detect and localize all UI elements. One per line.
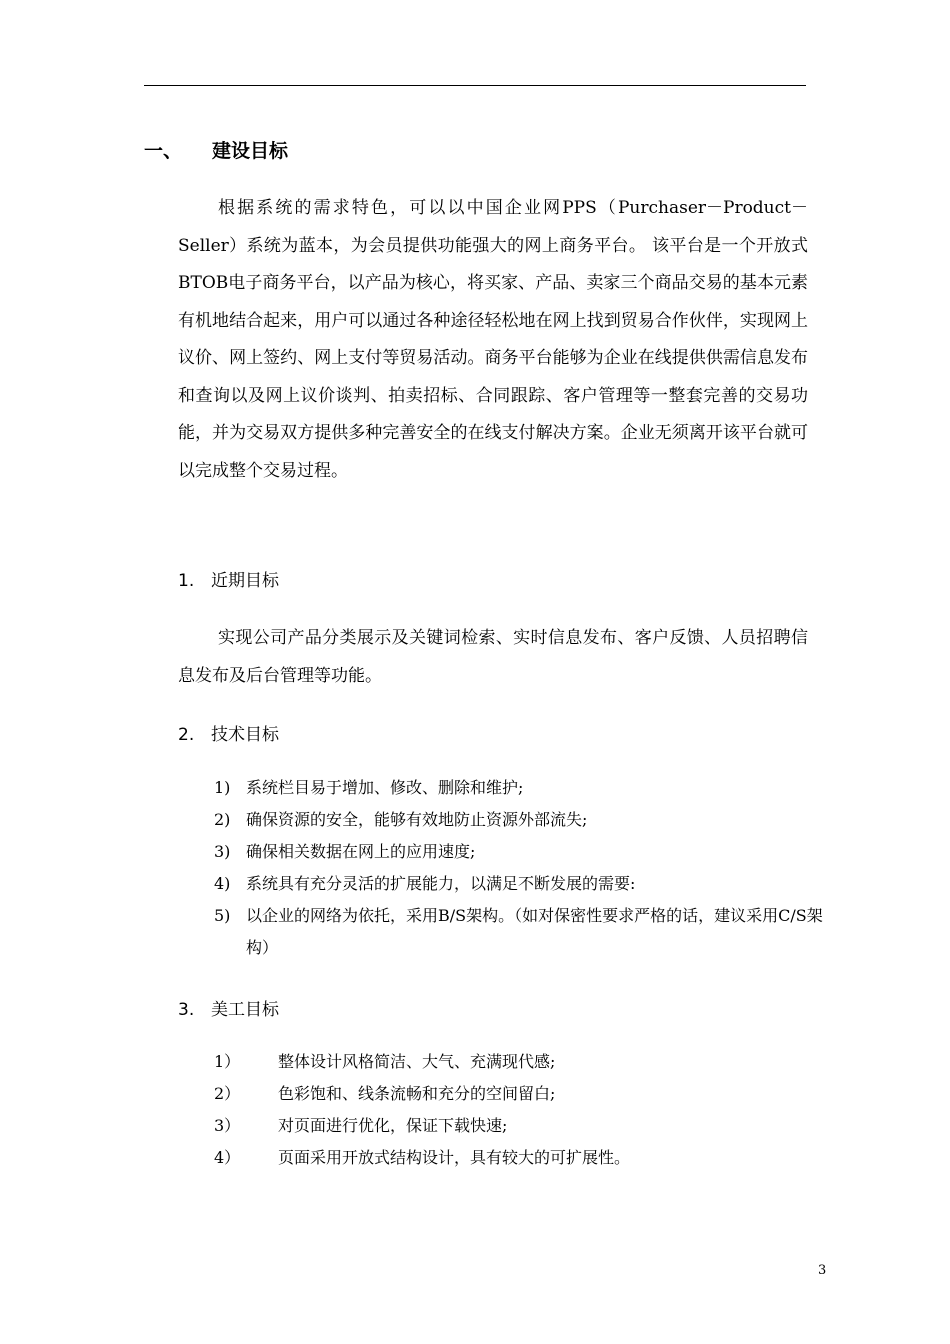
list-item-text: 确保相关数据在网上的应用速度; [246, 842, 476, 861]
section-number: 一、 [144, 140, 183, 162]
list-item-text: 系统栏目易于增加、修改、删除和维护; [246, 778, 524, 797]
list-item-number: 5) [214, 906, 231, 925]
tech-title: 技术目标 [211, 725, 279, 745]
list-item [214, 1046, 824, 1078]
art-number: 3. [178, 1000, 195, 1020]
near-term-title: 近期目标 [211, 571, 279, 591]
art-title: 美工目标 [211, 1000, 279, 1020]
list-item-number: 2) [214, 810, 231, 829]
list-item-text: 页面采用开放式结构设计，具有较大的可扩展性。 [278, 1148, 631, 1167]
list-item [214, 804, 824, 836]
list-item-number: 1） [214, 1052, 241, 1071]
list-item-text: 对页面进行优化，保证下载快速; [278, 1116, 508, 1135]
art-goals-list [214, 1046, 824, 1174]
tech-heading [178, 720, 279, 745]
list-item [214, 1110, 824, 1142]
list-item-number: 1) [214, 778, 231, 797]
list-item-text: 确保资源的安全，能够有效地防止资源外部流失; [246, 810, 588, 829]
tech-number: 2. [178, 725, 195, 745]
near-term-number: 1. [178, 571, 195, 591]
intro-paragraph: 根据系统的需求特色，可以以中国企业网PPS（Purchaser－Product－Seller）系统为蓝本，为会员提供功能强大的网上商务平台。 该平台是一个开放式BTOB电子商务平台，以产品为核心，将买家、产品、卖家三个商品交易的基本元素有机地结合起来，用户可以通过各种途径轻松地在网上找到贸易合作伙伴，实现网上议价、网上签约、网上支付等贸易活动。商务平台能够为企业在线提供供需信息发布和查询以及网上议价谈判、拍卖招标、合同跟踪、客户管理等一整套完善的交易功能，并为交易双方提供多种完善安全的在线支付解决方案。企业无须离开该平台就可以完成整个交易过程。 [178, 198, 808, 481]
list-item [214, 772, 824, 804]
list-item-number: 3) [214, 842, 231, 861]
list-item-number: 4） [214, 1148, 241, 1167]
list-item [214, 836, 824, 868]
near-term-heading [178, 566, 279, 591]
list-item [214, 868, 824, 900]
tech-goals-list [214, 772, 824, 964]
art-heading [178, 995, 279, 1020]
list-item [214, 1142, 824, 1174]
list-item-text: 系统具有充分灵活的扩展能力，以满足不断发展的需要: [246, 874, 636, 893]
section-title: 建设目标 [212, 140, 289, 162]
page-number: 3 [818, 1263, 827, 1278]
list-item-text: 整体设计风格简洁、大气、充满现代感; [278, 1052, 556, 1071]
header-rule [144, 85, 806, 86]
near-term-paragraph: 实现公司产品分类展示及关键词检索、实时信息发布、客户反馈、人员招聘信息发布及后台管理等功能。 [178, 628, 808, 686]
list-item-text: 色彩饱和、线条流畅和充分的空间留白; [278, 1084, 556, 1103]
list-item-number: 4) [214, 874, 231, 893]
list-item [214, 1078, 824, 1110]
section-heading [144, 136, 288, 163]
list-item-text: 以企业的网络为依托，采用B/S架构。（如对保密性要求严格的话，建议采用C/S架构） [246, 906, 823, 957]
list-item [214, 900, 824, 964]
list-item-number: 2） [214, 1084, 241, 1103]
list-item-number: 3） [214, 1116, 241, 1135]
